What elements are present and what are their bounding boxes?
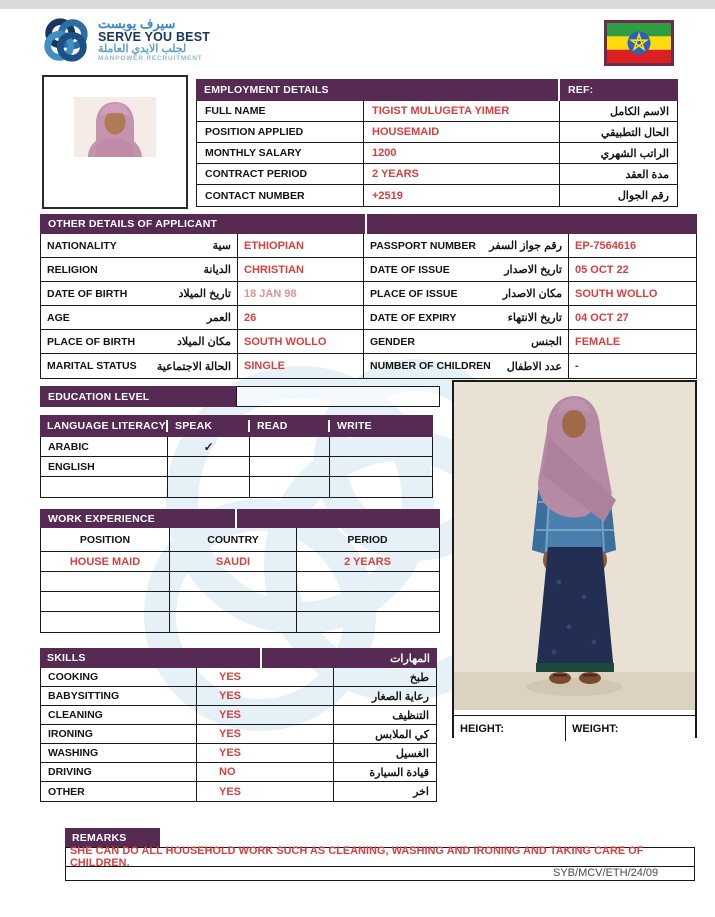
language-name <box>41 477 168 497</box>
table-row <box>41 725 436 744</box>
field-value: SOUTH WOLLO <box>575 287 658 300</box>
field-value: 18 JAN 98 <box>238 282 364 305</box>
table-row <box>41 744 436 763</box>
country-cell <box>170 612 297 632</box>
table-row <box>41 782 436 801</box>
field-value: FEMALE <box>575 335 621 348</box>
skill-label: DRIVING <box>41 763 197 781</box>
header-divider <box>260 648 262 668</box>
table-row <box>41 612 439 632</box>
field-label: PASSPORT NUMBER <box>370 239 476 252</box>
field-label: AGE <box>47 311 70 324</box>
skill-label: BABYSITTING <box>41 687 197 705</box>
portrait-photo-box <box>42 75 188 209</box>
other-details-header <box>40 214 697 234</box>
table-row <box>41 234 696 258</box>
remarks-text: SHE CAN DO ALL HOUSEHOLD WORK SUCH AS CLEANING, WASHING AND IRONING AND TAKING CARE OF CHILDREN. <box>70 845 644 869</box>
table-row <box>41 477 432 497</box>
weight-label: WEIGHT: <box>572 722 619 735</box>
field-label: RELIGION <box>47 263 98 276</box>
field-label: MARITAL STATUS <box>47 360 137 372</box>
position-cell <box>41 572 170 591</box>
table-row <box>41 282 696 306</box>
skill-value: YES <box>197 668 334 686</box>
field-value: TIGIST MULUGETA YIMER <box>364 101 560 121</box>
document-reference-code: SYB/MCV/ETH/24/09 <box>553 867 659 879</box>
ethiopia-flag-icon <box>604 20 674 66</box>
field-label: MONTHLY SALARY <box>197 143 364 163</box>
field-label-arabic: الجنس <box>531 336 562 348</box>
skill-label: OTHER <box>41 782 197 801</box>
position-cell <box>41 592 170 611</box>
field-label: PLACE OF BIRTH <box>47 335 136 348</box>
skill-label-arabic: الغسيل <box>395 747 429 760</box>
header-divider <box>365 214 367 234</box>
work-experience-table <box>40 509 440 633</box>
logo-tagline-english: MANPOWER RECRUITMENT <box>98 54 203 62</box>
field-label-arabic: تاريخ الميلاد <box>178 288 231 300</box>
field-label: CONTACT NUMBER <box>197 185 364 206</box>
table-row <box>197 143 677 164</box>
language-name: ARABIC <box>41 437 168 456</box>
table-row <box>41 668 436 687</box>
table-row <box>197 185 677 206</box>
skill-label: IRONING <box>41 725 197 743</box>
read-cell <box>250 437 330 456</box>
skill-label-arabic: التنظيف <box>392 709 429 722</box>
table-row <box>41 306 696 330</box>
field-label: PLACE OF ISSUE <box>370 287 458 300</box>
table-row <box>41 552 439 572</box>
write-cell <box>330 477 432 497</box>
skill-value: YES <box>197 782 334 801</box>
period-cell <box>297 612 438 632</box>
field-value: CHRISTIAN <box>238 258 364 281</box>
language-name: ENGLISH <box>41 457 168 476</box>
table-row <box>41 687 436 706</box>
table-row <box>197 164 677 185</box>
skill-label-arabic: كي الملابس <box>375 728 429 741</box>
skill-label-arabic: طبخ <box>409 671 429 684</box>
field-value: SINGLE <box>238 354 364 378</box>
table-row <box>41 258 696 282</box>
field-label-arabic: مدة العقد <box>625 168 669 181</box>
work-experience-header <box>40 509 440 528</box>
column-header: SPEAK <box>168 420 250 432</box>
read-cell <box>250 457 330 476</box>
language-literacy-table <box>40 415 433 498</box>
education-level-header: EDUCATION LEVEL <box>40 386 236 407</box>
logo-name-english: SERVE YOU BEST <box>98 30 211 45</box>
check-icon: ✓ <box>168 437 250 456</box>
portrait-photo <box>74 97 156 157</box>
work-experience-title: WORK EXPERIENCE <box>48 512 155 525</box>
speak-cell <box>168 477 250 497</box>
logo-tagline-arabic: لجلب الايدي العاملة <box>98 43 187 56</box>
field-value: 26 <box>238 306 364 329</box>
other-details-table <box>40 214 697 379</box>
skill-value: NO <box>197 763 334 781</box>
skill-label: WASHING <box>41 744 197 762</box>
table-row <box>41 572 439 592</box>
skill-label: CLEANING <box>41 706 197 724</box>
table-row <box>41 354 696 378</box>
field-value: +2519 <box>364 185 560 206</box>
field-label-arabic: مكان الاصدار <box>502 288 562 300</box>
other-details-title: OTHER DETAILS OF APPLICANT <box>48 218 218 230</box>
agency-logo <box>40 14 210 66</box>
field-label: FULL NAME <box>197 101 364 121</box>
education-level-value <box>236 386 440 407</box>
logo-name-arabic: سيرف يوبست <box>98 16 176 32</box>
full-body-photo-box <box>452 380 697 738</box>
field-label: DATE OF EXPIRY <box>370 311 457 324</box>
country-cell: SAUDI <box>170 552 297 571</box>
field-label: DATE OF BIRTH <box>47 287 128 300</box>
table-row <box>41 457 432 477</box>
height-label: HEIGHT: <box>454 716 566 741</box>
field-label-arabic: رقم جواز السفر <box>489 240 562 252</box>
skills-table <box>40 648 437 802</box>
column-header: LANGUAGE LITERACY <box>40 420 168 432</box>
full-body-photo <box>454 382 695 710</box>
skills-header <box>40 648 437 668</box>
skill-value: YES <box>197 725 334 743</box>
field-label: DATE OF ISSUE <box>370 263 450 276</box>
employment-details-table <box>196 79 678 207</box>
field-value: HOUSEMAID <box>364 122 560 142</box>
field-label: GENDER <box>370 335 415 348</box>
field-label-arabic: الديانة <box>203 264 231 276</box>
field-value: 04 OCT 27 <box>575 311 629 324</box>
header-divider <box>235 509 237 528</box>
field-label-arabic: الحالة الاجتماعية <box>156 360 231 373</box>
field-label-arabic: الاسم الكامل <box>610 105 669 118</box>
skill-label-arabic: قيادة السيارة <box>369 766 429 779</box>
skill-label-arabic: رعاية الصغار <box>371 690 429 703</box>
table-row <box>197 101 677 122</box>
field-label: CONTRACT PERIOD <box>197 164 364 184</box>
field-label-arabic: العمر <box>206 312 231 324</box>
field-label-arabic: تاريخ الانتهاء <box>507 312 562 324</box>
field-value: SOUTH WOLLO <box>238 330 364 353</box>
field-value: 2 YEARS <box>364 164 560 184</box>
table-row <box>41 330 696 354</box>
skill-label-arabic: اخر <box>413 786 429 798</box>
field-label-arabic: الراتب الشهري <box>600 147 669 160</box>
skills-title-arabic: المهارات <box>390 652 430 665</box>
field-label: POSITION APPLIED <box>197 122 364 142</box>
column-header: COUNTRY <box>170 528 297 551</box>
column-header: WRITE <box>337 420 372 432</box>
read-cell <box>250 477 330 497</box>
write-cell <box>330 457 432 476</box>
column-header: PERIOD <box>347 533 388 546</box>
field-value: 1200 <box>364 143 560 163</box>
field-label-arabic: الحال التطبيقي <box>600 126 669 139</box>
country-cell <box>170 592 297 611</box>
field-value: 05 OCT 22 <box>575 263 629 276</box>
field-value: EP-7564616 <box>575 239 637 252</box>
remarks-header: REMARKS <box>65 828 160 847</box>
table-row <box>41 437 432 457</box>
field-label: NATIONALITY <box>47 239 117 252</box>
country-cell <box>170 572 297 591</box>
period-cell <box>297 572 438 591</box>
field-label-arabic: عدد الاطفال <box>506 360 562 373</box>
field-label-arabic: رقم الجوال <box>617 190 669 202</box>
language-table-header <box>40 415 433 437</box>
skills-title: SKILLS <box>47 652 86 664</box>
speak-cell <box>168 457 250 476</box>
position-cell: HOUSE MAID <box>41 552 170 571</box>
write-cell <box>330 437 432 456</box>
table-row <box>197 122 677 143</box>
field-label: NUMBER OF CHILDREN <box>370 360 491 372</box>
scan-edge <box>0 0 715 9</box>
table-row <box>41 763 436 782</box>
field-value: - <box>575 360 579 372</box>
logo-knot-icon <box>40 14 92 66</box>
column-header: POSITION <box>41 528 170 551</box>
table-row <box>41 706 436 725</box>
table-header-row <box>41 528 439 552</box>
field-label-arabic: سية <box>212 240 231 252</box>
skill-value: YES <box>197 687 334 705</box>
skill-label: COOKING <box>41 668 197 686</box>
field-label-arabic: مكان الميلاد <box>176 336 231 348</box>
position-cell <box>41 612 170 632</box>
field-label-arabic: تاريخ الاصدار <box>504 264 562 276</box>
skill-value: YES <box>197 744 334 762</box>
column-header: READ <box>250 420 330 432</box>
field-value: ETHIOPIAN <box>238 234 364 257</box>
ref-label: REF: <box>560 79 678 101</box>
period-cell <box>297 592 438 611</box>
skill-value: YES <box>197 706 334 724</box>
education-level-section <box>40 386 440 407</box>
employment-details-header: EMPLOYMENT DETAILS <box>196 79 558 101</box>
table-row <box>41 592 439 612</box>
period-cell: 2 YEARS <box>344 555 391 568</box>
